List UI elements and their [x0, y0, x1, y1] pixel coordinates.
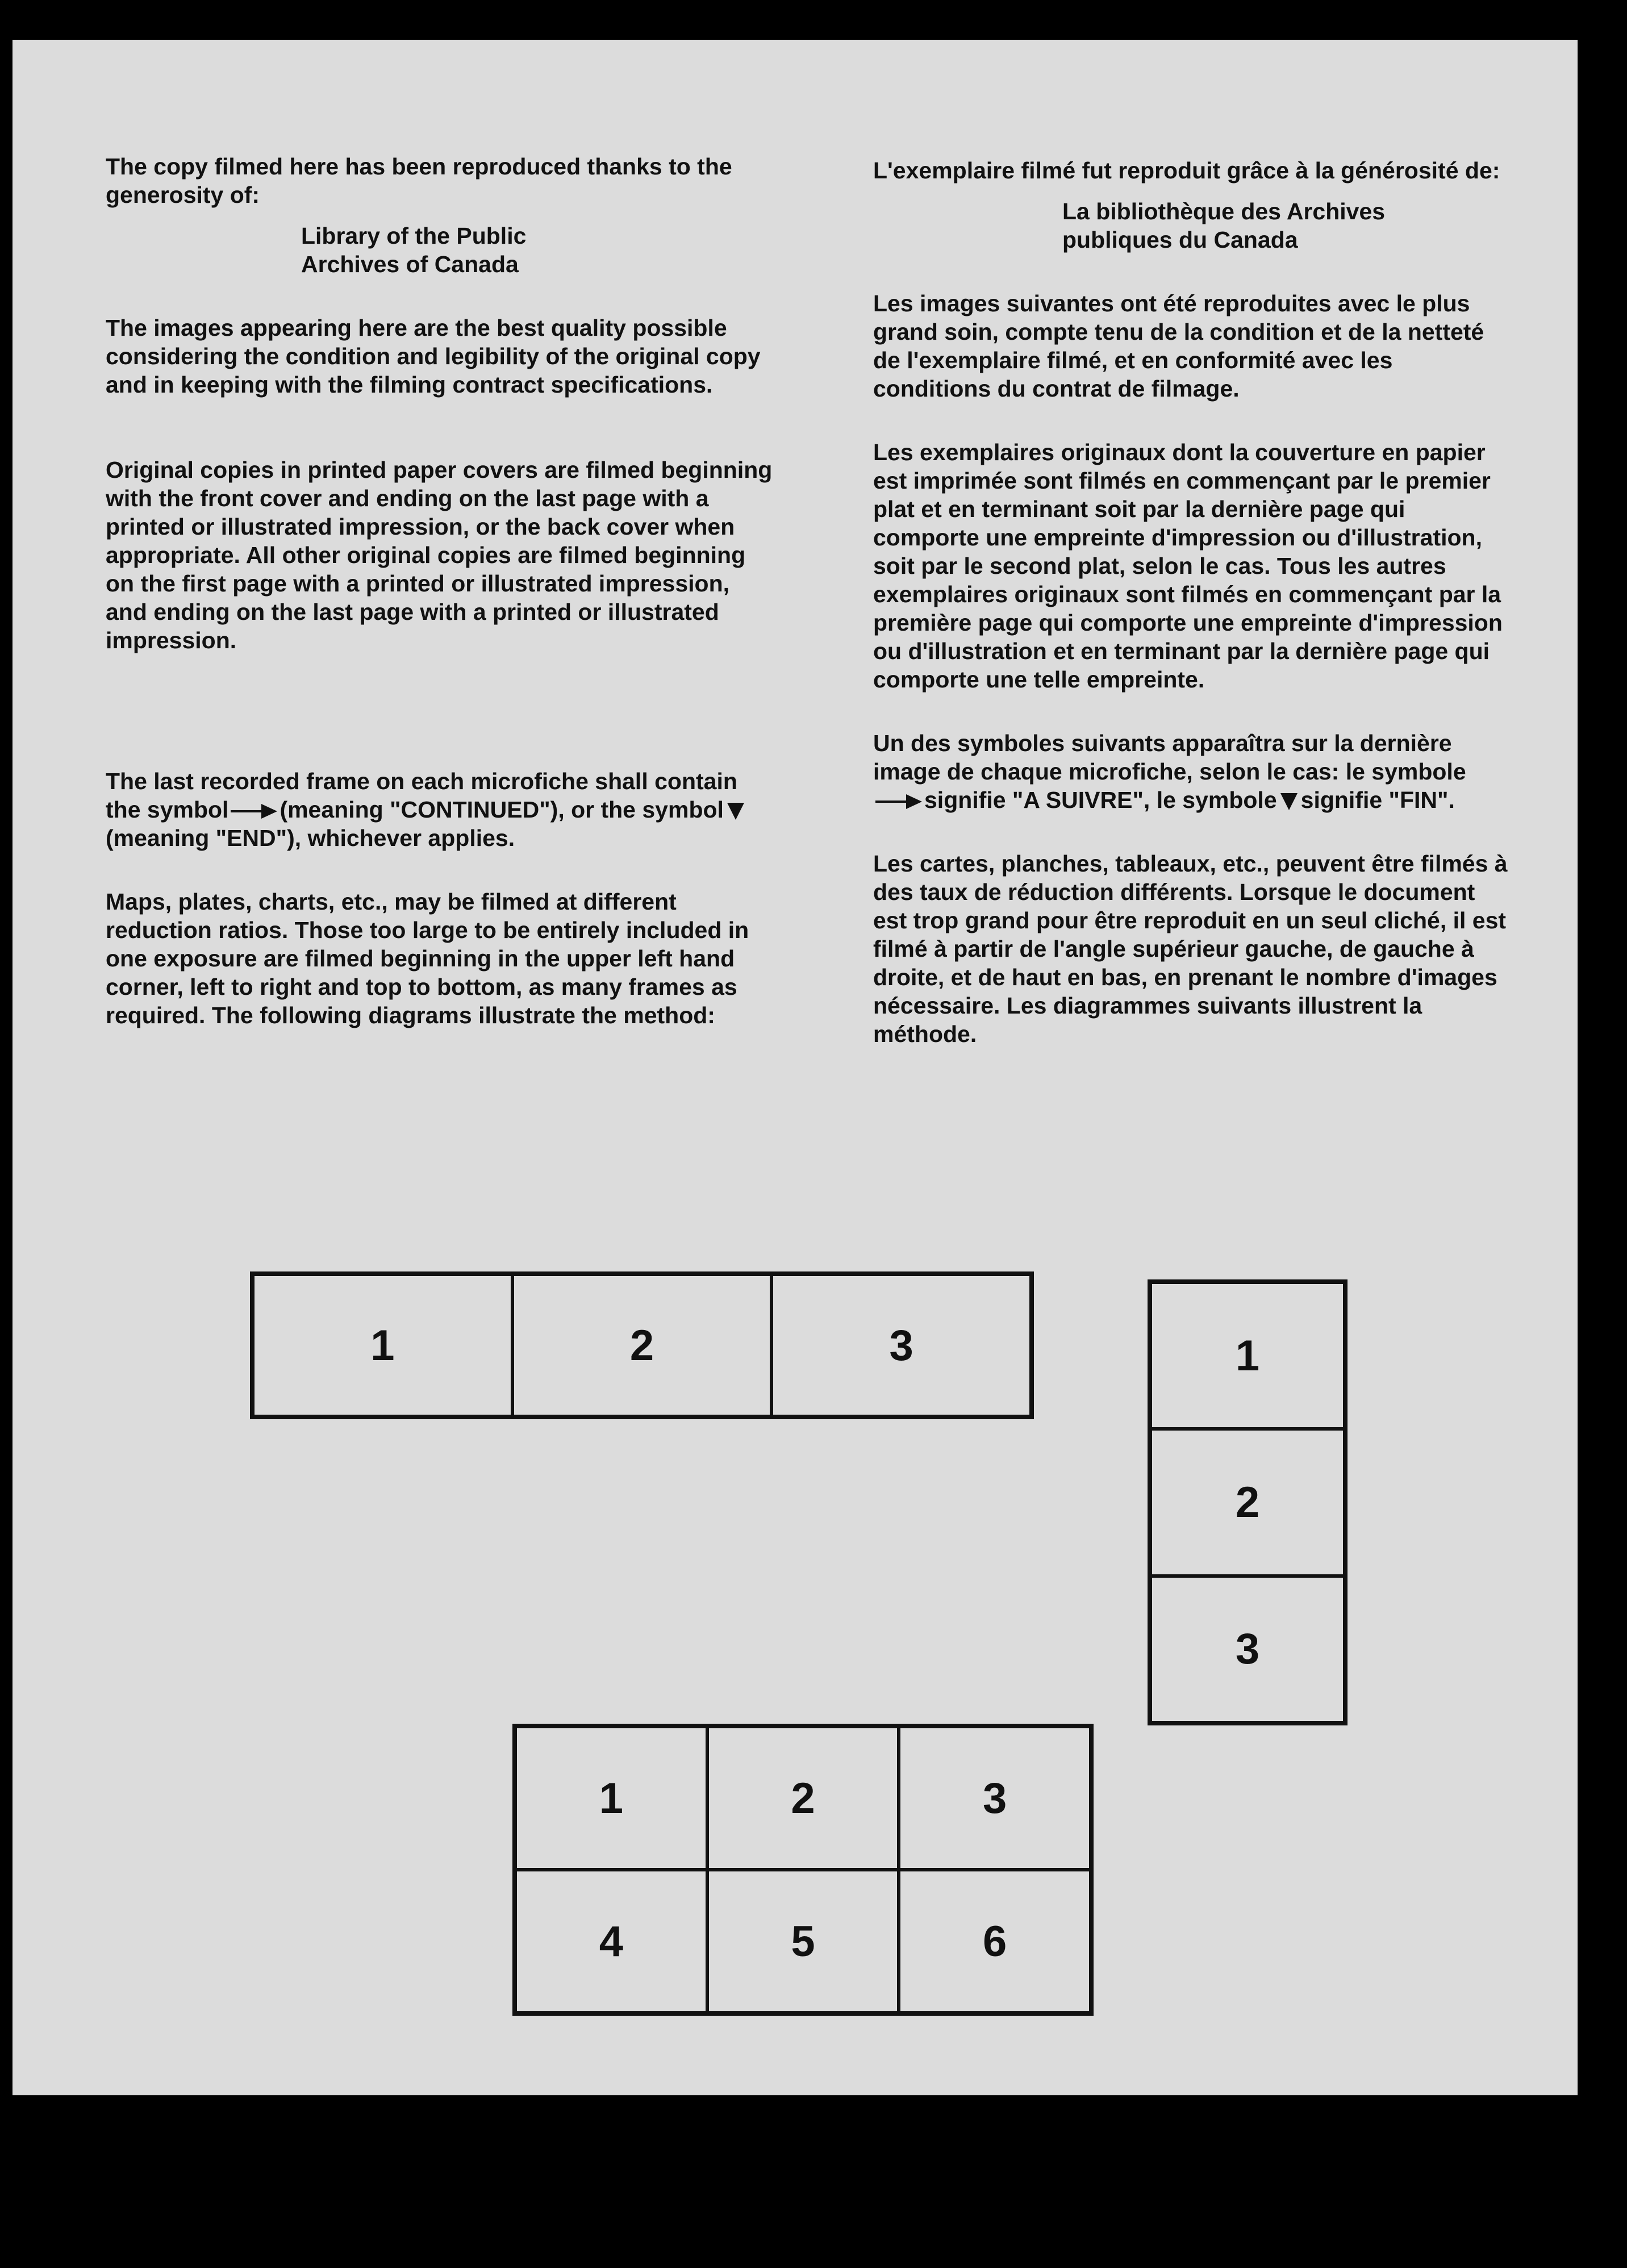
quality-paragraph-fr: Les images suivantes ont été reproduites avec le plus grand soin, compte tenu de la condition et de la netteté de l'exemplaire filmé, et en conformité avec les conditions du contrat de filmage.: [873, 290, 1484, 402]
french-column: [873, 156, 1509, 1048]
document-page: [12, 40, 1578, 2095]
acknowledgement-text-fr: L'exemplaire filmé fut reproduit grâce à la générosité de:: [873, 157, 1500, 184]
frame-cell: 4: [515, 1870, 707, 2013]
frame-cell: 3: [899, 1727, 1091, 1870]
vertical-frame-diagram: [1148, 1279, 1348, 1725]
horizontal-frame-diagram: [250, 1271, 1034, 1419]
english-column: [106, 152, 776, 1029]
frame-cell: 1: [1150, 1282, 1345, 1429]
frame-cell: 1: [253, 1274, 512, 1416]
grid-frame-diagram: [512, 1724, 1094, 2016]
maps-paragraph-fr: Les cartes, planches, tableaux, etc., peuvent être filmés à des taux de réduction différents. Lorsque le document est trop grand pour être reproduit en un seul cliché, il est filmé à partir de l'angle supérieur gauche, de gauche à droite, et de haut en bas, en prenant le nombre d'images nécessaire. Les diagrammes suivants illustrent la méthode.: [873, 850, 1508, 1047]
filming-order-paragraph-fr: Les exemplaires originaux dont la couverture en papier est imprimée sont filmés en commençant par le premier plat et en terminant soit par la dernière page qui comporte une empreinte d'impression ou d'illustration, soit par le second plat, selon le cas. Tous les autres exemplaires originaux sont filmés en commençant par la première page qui comporte une empreinte d'impression ou d'illustration et en terminant par la dernière page qui comporte une telle empreinte.: [873, 439, 1503, 693]
library-name-fr: La bibliothèque des Archives: [1062, 198, 1386, 224]
frame-cell: 3: [1150, 1576, 1345, 1723]
filming-order-paragraph: Original copies in printed paper covers are filmed beginning with the front cover and ending on the last page with a printed or illustrated impression, or the back cover when appropriate. All other original copies are filmed beginning on the first page with a printed or illustrated impression, and ending on the last page with a printed or illustrated impression.: [106, 457, 773, 653]
quality-paragraph: The images appearing here are the best quality possible considering the condition and legibility of the original copy and in keeping with the filming contract specifications.: [106, 315, 761, 398]
frame-cell: 2: [512, 1274, 772, 1416]
frame-cell: 3: [771, 1274, 1031, 1416]
end-triangle-icon: [727, 803, 744, 820]
library-name: Library of the Public: [301, 223, 527, 249]
frame-cell: 2: [707, 1727, 899, 1870]
frame-cell: 2: [1150, 1429, 1345, 1575]
continued-arrow-icon: [875, 798, 922, 806]
end-triangle-icon: [1280, 793, 1298, 810]
archives-name-fr: publiques du Canada: [1062, 227, 1298, 253]
acknowledgement-text: The copy filmed here has been reproduced thanks to the generosity of:: [106, 153, 732, 208]
maps-paragraph: Maps, plates, charts, etc., may be filmed at different reduction ratios. Those too large to be entirely included in one exposure are filmed beginning in the upper left hand corner, left to right and top to bottom, as many frames as required. The following diagrams illustrate the method:: [106, 889, 749, 1028]
frame-cell: 5: [707, 1870, 899, 2013]
symbols-paragraph-fr: Un des symboles suivants apparaîtra sur la dernière image de chaque microfiche, selon le cas: le symbolesignifie "A SUIVRE", le symbole signifie "FIN".: [873, 730, 1466, 813]
continued-arrow-icon: [231, 807, 277, 815]
symbols-paragraph: The last recorded frame on each microfiche shall contain the symbol (meaning "CONTINUED"), or the symbol(meaning "END"), whichever applies.: [106, 767, 776, 852]
archives-name: Archives of Canada: [301, 251, 519, 277]
frame-cell: 6: [899, 1870, 1091, 2013]
frame-cell: 1: [515, 1727, 707, 1870]
